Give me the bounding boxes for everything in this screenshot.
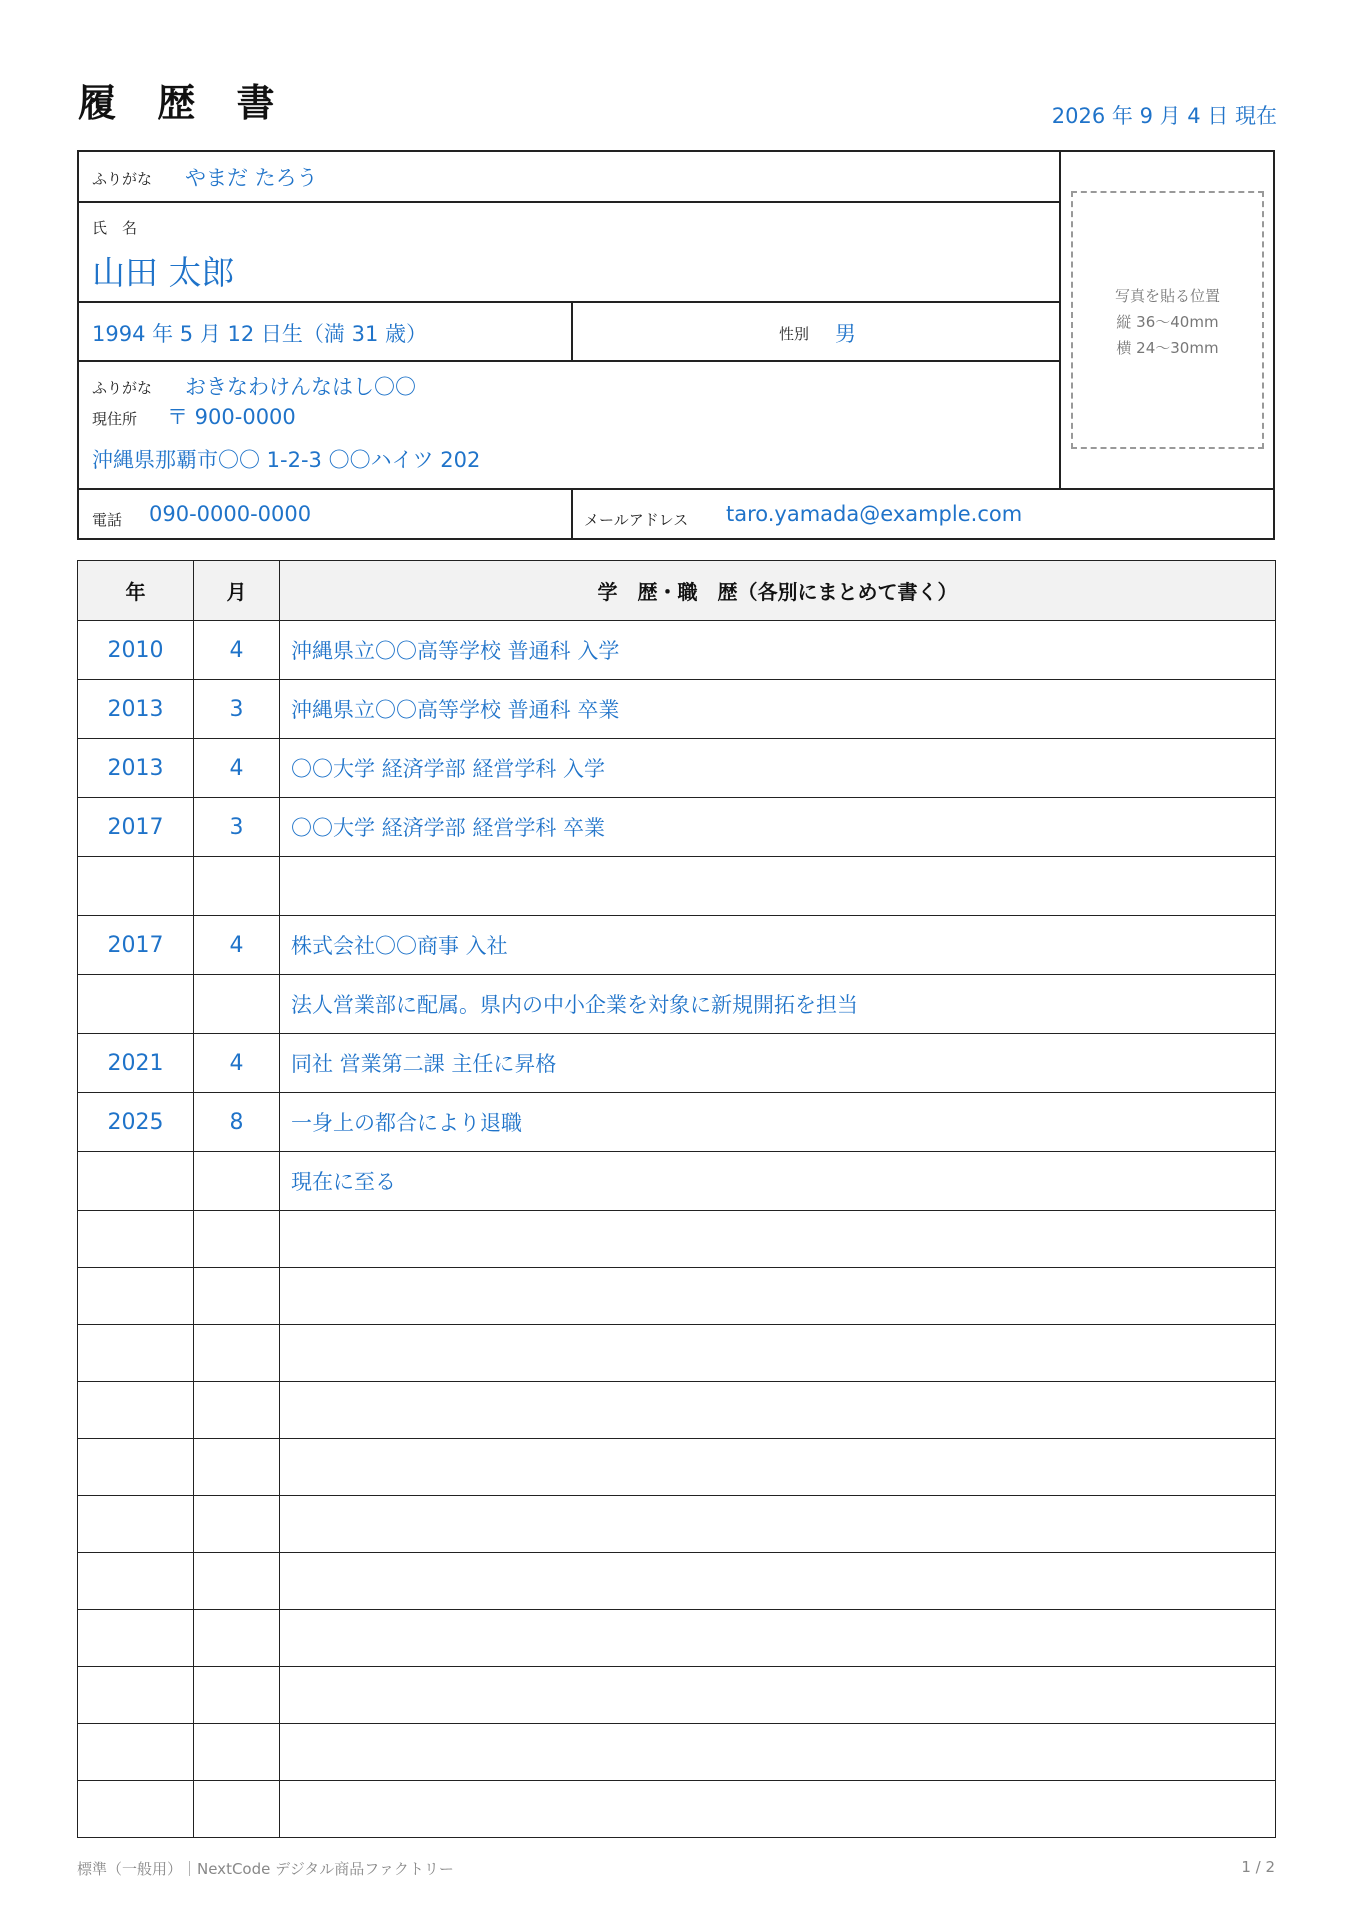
history-month-cell — [194, 1610, 280, 1667]
history-year-cell: 2013 — [78, 739, 194, 798]
photo-text-line: 横 24〜30mm — [1116, 339, 1219, 357]
row-divider — [79, 488, 1275, 490]
history-month-cell — [194, 1553, 280, 1610]
history-description-cell — [280, 1439, 1276, 1496]
history-description-cell — [280, 1496, 1276, 1553]
history-year-cell: 2017 — [78, 798, 194, 857]
history-year-cell: 2013 — [78, 680, 194, 739]
history-year-cell — [78, 1781, 194, 1838]
history-month-cell — [194, 1382, 280, 1439]
history-month-cell — [194, 1781, 280, 1838]
history-row — [78, 1211, 1276, 1268]
gender-value: 男 — [835, 322, 856, 346]
history-description-cell — [280, 1667, 1276, 1724]
history-year-cell — [78, 1211, 194, 1268]
history-row — [78, 1553, 1276, 1610]
history-row — [78, 739, 1276, 798]
history-header-row — [78, 561, 1276, 621]
history-description-cell — [280, 1724, 1276, 1781]
address-furigana-label: ふりがな — [92, 379, 153, 397]
history-year-cell: 2021 — [78, 1034, 194, 1093]
history-month-cell: 4 — [194, 916, 280, 975]
history-month-cell — [194, 1724, 280, 1781]
history-month-cell: 4 — [194, 621, 280, 680]
history-row — [78, 1152, 1276, 1211]
phone-label: 電話 — [92, 511, 123, 529]
history-description-cell: 現在に至る — [280, 1152, 1276, 1211]
footer-source: 標準（一般用）｜NextCode デジタル商品ファクトリー — [77, 1860, 454, 1878]
history-month-cell: 8 — [194, 1093, 280, 1152]
history-description-cell — [280, 1325, 1276, 1382]
history-description-cell — [280, 1211, 1276, 1268]
name-label: 氏 名 — [92, 219, 138, 237]
history-row — [78, 621, 1276, 680]
history-year-cell — [78, 857, 194, 916]
photo-text-line: 縦 36〜40mm — [1116, 313, 1219, 331]
address-label: 現住所 — [92, 410, 138, 428]
history-row — [78, 1093, 1276, 1152]
history-description-cell: 法人営業部に配属。県内の中小企業を対象に新規開拓を担当 — [280, 975, 1276, 1034]
history-month-cell — [194, 1325, 280, 1382]
email-label: メールアドレス — [584, 511, 689, 529]
history-month-cell — [194, 975, 280, 1034]
history-month-cell — [194, 1268, 280, 1325]
history-year-cell — [78, 1439, 194, 1496]
history-description-cell — [280, 1268, 1276, 1325]
phone-email-divider — [571, 488, 573, 540]
history-row — [78, 798, 1276, 857]
history-year-cell: 2017 — [78, 916, 194, 975]
photo-instructions — [1073, 283, 1262, 361]
column-header-month: 月 — [194, 561, 280, 621]
history-description-cell: 株式会社〇〇商事 入社 — [280, 916, 1276, 975]
history-description-cell: 同社 営業第二課 主任に昇格 — [280, 1034, 1276, 1093]
history-month-cell: 4 — [194, 1034, 280, 1093]
phone-value: 090-0000-0000 — [149, 502, 312, 526]
history-row — [78, 916, 1276, 975]
page-number: 1 / 2 — [1241, 1858, 1275, 1876]
address-furigana-value: おきなわけんなはし〇〇 — [185, 375, 416, 399]
gender-label: 性別 — [779, 325, 810, 343]
address-value: 沖縄県那覇市〇〇 1-2-3 〇〇ハイツ 202 — [92, 448, 481, 472]
history-year-cell — [78, 1382, 194, 1439]
history-row — [78, 1610, 1276, 1667]
birth-gender-divider — [571, 301, 573, 361]
history-description-cell: 沖縄県立〇〇高等学校 普通科 卒業 — [280, 680, 1276, 739]
row-divider — [79, 360, 1060, 362]
history-row — [78, 1034, 1276, 1093]
history-row — [78, 1724, 1276, 1781]
history-row — [78, 1496, 1276, 1553]
history-month-cell: 3 — [194, 798, 280, 857]
history-description-cell — [280, 1382, 1276, 1439]
photo-placeholder — [1071, 191, 1264, 449]
history-year-cell — [78, 1496, 194, 1553]
history-row — [78, 680, 1276, 739]
history-year-cell — [78, 1152, 194, 1211]
document-title: 履 歴 書 — [78, 81, 289, 125]
history-description-cell: 沖縄県立〇〇高等学校 普通科 入学 — [280, 621, 1276, 680]
history-month-cell — [194, 1667, 280, 1724]
document-date: 2026 年 9 月 4 日 現在 — [1051, 104, 1277, 128]
history-year-cell — [78, 1325, 194, 1382]
history-month-cell: 3 — [194, 680, 280, 739]
history-year-cell — [78, 1667, 194, 1724]
column-header-year: 年 — [78, 561, 194, 621]
history-description-cell: 〇〇大学 経済学部 経営学科 卒業 — [280, 798, 1276, 857]
history-month-cell — [194, 1152, 280, 1211]
history-row — [78, 1781, 1276, 1838]
history-year-cell — [78, 1553, 194, 1610]
history-row — [78, 1382, 1276, 1439]
history-table — [77, 560, 1276, 1838]
row-divider — [79, 201, 1060, 203]
birth-value: 1994 年 5 月 12 日生（満 31 歳） — [92, 322, 427, 346]
history-description-cell: 〇〇大学 経済学部 経営学科 入学 — [280, 739, 1276, 798]
furigana-value: やまだ たろう — [185, 166, 318, 190]
row-divider — [79, 301, 1060, 303]
history-description-cell — [280, 857, 1276, 916]
history-year-cell — [78, 1268, 194, 1325]
history-year-cell: 2010 — [78, 621, 194, 680]
name-value: 山田 太郎 — [92, 253, 235, 292]
history-year-cell — [78, 1724, 194, 1781]
email-value: taro.yamada@example.com — [726, 502, 1023, 526]
history-row — [78, 1439, 1276, 1496]
history-row — [78, 1325, 1276, 1382]
history-description-cell — [280, 1610, 1276, 1667]
history-row — [78, 857, 1276, 916]
history-description-cell — [280, 1553, 1276, 1610]
history-month-cell — [194, 857, 280, 916]
history-row — [78, 1268, 1276, 1325]
history-month-cell: 4 — [194, 739, 280, 798]
column-header-description: 学 歴・職 歴（各別にまとめて書く） — [280, 561, 1276, 621]
history-description-cell: 一身上の都合により退職 — [280, 1093, 1276, 1152]
history-year-cell: 2025 — [78, 1093, 194, 1152]
photo-text-line: 写真を貼る位置 — [1114, 287, 1220, 305]
postal-code: 〒 900-0000 — [167, 405, 296, 429]
history-description-cell — [280, 1781, 1276, 1838]
history-month-cell — [194, 1211, 280, 1268]
history-body — [78, 621, 1276, 1838]
history-month-cell — [194, 1496, 280, 1553]
history-year-cell — [78, 1610, 194, 1667]
history-year-cell — [78, 975, 194, 1034]
history-month-cell — [194, 1439, 280, 1496]
furigana-label: ふりがな — [92, 170, 153, 188]
history-row — [78, 1667, 1276, 1724]
history-row — [78, 975, 1276, 1034]
